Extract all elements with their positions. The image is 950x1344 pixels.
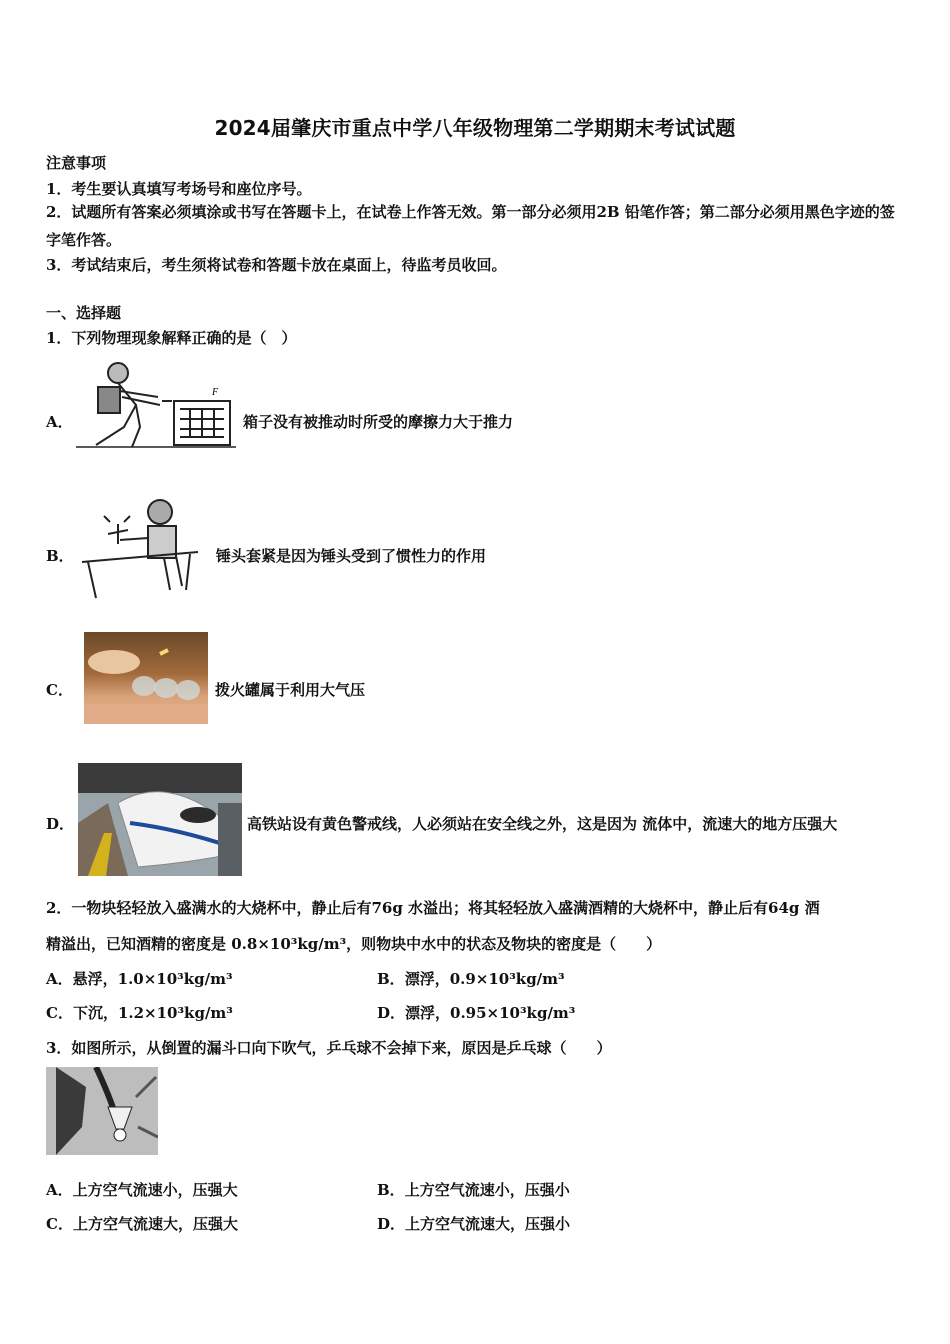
- q2-option-c-text: 下沉，1.2×10³kg/m³: [72, 1004, 233, 1022]
- q3-option-d-label: D．: [377, 1215, 406, 1233]
- q2-option-b-text: 漂浮，0.9×10³kg/m³: [404, 970, 565, 988]
- q3-option-a-text: 上方空气流速小，压强大: [72, 1181, 238, 1199]
- q1-option-a-text: 箱子没有被推动时所受的摩擦力大于推力: [243, 413, 514, 431]
- q1-option-c-label: C．: [46, 681, 73, 699]
- q3-stem: 3．如图所示，从倒置的漏斗口向下吹气，乒乓球不会掉下来，原因是乒乓球（ ）: [46, 1039, 612, 1057]
- q3-option-a-label: A．: [46, 1181, 73, 1199]
- section-heading: 一、选择题: [46, 304, 122, 322]
- notice-heading: 注意事项: [46, 154, 107, 172]
- q3-option-c-label: C．: [46, 1215, 73, 1233]
- q2-stem-line-1: 2．一物块轻轻放入盛满水的大烧杯中，静止后有76g 水溢出；将其轻轻放入盛满酒精的大烧杯中，静止后有64g 酒: [46, 899, 820, 917]
- q3-option-d: [377, 1213, 570, 1234]
- notice-item-3: 3．考试结束后，考生须将试卷和答题卡放在桌面上，待监考员收回。: [46, 256, 507, 274]
- q2-option-a-text: 悬浮，1.0×10³kg/m³: [72, 970, 233, 988]
- q1-option-d-text: 高铁站设有黄色警戒线，人必须站在安全线之外，这是因为 流体中，流速大的地方压强大: [247, 815, 838, 833]
- page-title: 2024届肇庆市重点中学八年级物理第二学期期末考试试题: [214, 116, 736, 140]
- q2-option-d: [377, 1002, 575, 1023]
- q1-stem: 1．下列物理现象解释正确的是（ ）: [46, 329, 297, 347]
- q2-stem-line-2: 精溢出，已知酒精的密度是 0.8×10³kg/m³，则物块中水中的状态及物块的密度是（ ）: [46, 935, 662, 953]
- q3-option-b: [377, 1179, 570, 1200]
- hammer-figure: [78, 494, 208, 602]
- force-label-f: F: [212, 387, 219, 398]
- q3-option-c: [46, 1213, 238, 1234]
- q3-option-b-text: 上方空气流速小，压强小: [404, 1181, 570, 1199]
- q2-option-b-label: B．: [377, 970, 405, 988]
- cupping-photo: [84, 632, 208, 724]
- q3-option-b-label: B．: [377, 1181, 405, 1199]
- q3-option-d-text: 上方空气流速大，压强小: [405, 1215, 571, 1233]
- notice-item-2: 2．试题所有答案必须填涂或书写在答题卡上，在试卷上作答无效。第一部分必须用2B 铅笔作答；第二部分必须用黑色字迹的签字笔作答。: [46, 203, 895, 249]
- q3-option-c-text: 上方空气流速大，压强大: [72, 1215, 238, 1233]
- q2-option-b: [377, 968, 565, 989]
- pushing-box-figure: [76, 357, 236, 452]
- q1-option-a-label: A．: [46, 413, 73, 431]
- q1-option-c-text: 拨火罐属于利用大气压: [215, 681, 366, 699]
- q1-option-b-text: 锤头套紧是因为锤头受到了惯性力的作用: [216, 547, 487, 565]
- q2-option-a: [46, 968, 233, 989]
- high-speed-train-photo: [78, 763, 242, 876]
- q2-option-d-text: 漂浮，0.95×10³kg/m³: [405, 1004, 576, 1022]
- q2-option-d-label: D．: [377, 1004, 406, 1022]
- q2-option-a-label: A．: [46, 970, 73, 988]
- funnel-figure: [46, 1067, 158, 1155]
- q1-option-d-label: D．: [46, 815, 75, 833]
- q1-option-b-label: B．: [46, 547, 74, 565]
- q3-option-a: [46, 1179, 238, 1200]
- notice-item-1: 1．考生要认真填写考场号和座位序号。: [46, 180, 312, 198]
- q2-option-c: [46, 1002, 233, 1023]
- q2-option-c-label: C．: [46, 1004, 73, 1022]
